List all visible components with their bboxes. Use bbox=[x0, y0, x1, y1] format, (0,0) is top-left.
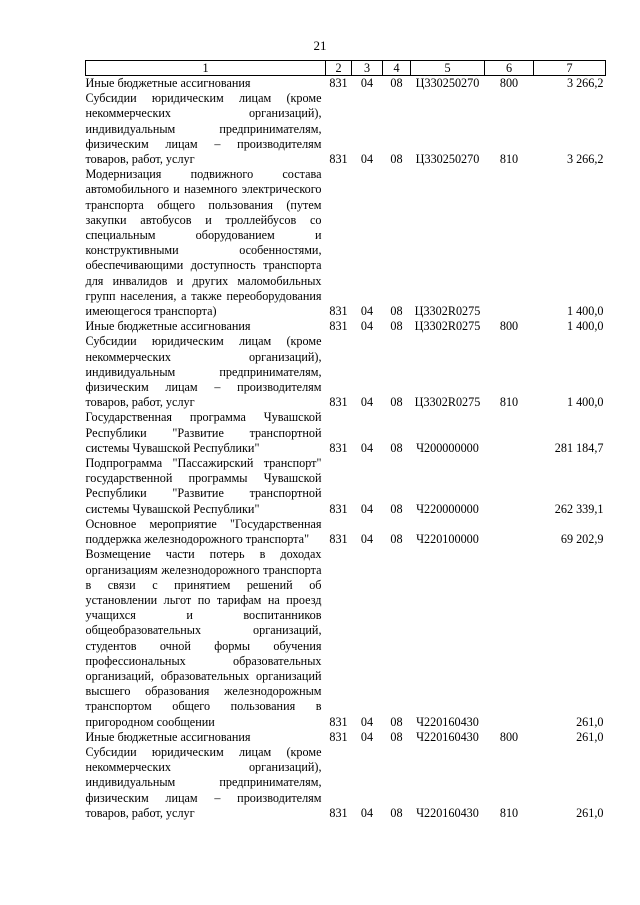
section-code: 04 bbox=[360, 532, 374, 547]
column-header: 5 bbox=[411, 61, 485, 76]
table-row bbox=[86, 730, 606, 745]
table-row bbox=[86, 76, 606, 92]
amount: 3 266,2 bbox=[566, 152, 604, 167]
ministry-code: 831 bbox=[329, 395, 348, 410]
amount: 69 202,9 bbox=[560, 532, 604, 547]
subsection-code: 08 bbox=[390, 805, 403, 820]
target-article-code: Ч220160430 bbox=[416, 714, 479, 729]
amount: 1 400,0 bbox=[566, 395, 604, 410]
section-code: 04 bbox=[360, 319, 374, 334]
target-article-code: Ц3302R0275 bbox=[414, 395, 481, 410]
amount: 3 266,2 bbox=[566, 76, 604, 90]
subsection-code: 08 bbox=[390, 714, 403, 729]
table-row bbox=[86, 456, 606, 517]
expense-type-code: 800 bbox=[499, 319, 519, 334]
column-header: 7 bbox=[534, 61, 606, 76]
table-row bbox=[86, 410, 606, 456]
target-article-code: Ч220000000 bbox=[416, 501, 479, 516]
expense-type-code bbox=[485, 517, 534, 547]
target-article-code: Ч200000000 bbox=[416, 440, 479, 455]
expense-type-code bbox=[485, 167, 534, 319]
row-name: Государственная программа Чувашской Республики "Развитие транспортной системы Чувашской Республики" bbox=[85, 410, 322, 455]
column-header: 2 bbox=[326, 61, 352, 76]
subsection-code: 08 bbox=[390, 501, 403, 516]
section-code: 04 bbox=[360, 76, 374, 90]
expense-type-code bbox=[485, 410, 534, 456]
table-row bbox=[86, 167, 606, 319]
row-name: Иные бюджетные ассигнования bbox=[85, 319, 251, 334]
expense-type-code: 800 bbox=[499, 76, 519, 90]
section-code: 04 bbox=[360, 152, 374, 167]
amount: 261,0 bbox=[576, 714, 604, 729]
amount: 261,0 bbox=[576, 805, 604, 820]
amount: 281 184,7 bbox=[554, 440, 604, 455]
amount: 261,0 bbox=[576, 729, 604, 744]
column-header: 3 bbox=[352, 61, 383, 76]
table-row bbox=[86, 745, 606, 821]
row-name: Субсидии юридическим лицам (кроме некоммерческих организаций), индивидуальным предпринимателям, физическим лицам – производителям товаров, работ, услуг bbox=[85, 744, 322, 820]
section-code: 04 bbox=[360, 714, 374, 729]
table-row bbox=[86, 319, 606, 334]
ministry-code: 831 bbox=[329, 714, 348, 729]
ministry-code: 831 bbox=[329, 805, 348, 820]
target-article-code: Ц330250270 bbox=[415, 76, 480, 90]
section-code: 04 bbox=[360, 304, 374, 319]
subsection-code: 08 bbox=[390, 152, 403, 167]
expense-type-code bbox=[485, 547, 534, 729]
ministry-code: 831 bbox=[329, 304, 348, 319]
section-code: 04 bbox=[360, 501, 374, 516]
ministry-code: 831 bbox=[329, 440, 348, 455]
expense-type-code: 810 bbox=[499, 805, 519, 820]
section-code: 04 bbox=[360, 805, 374, 820]
ministry-code: 831 bbox=[329, 319, 348, 334]
ministry-code: 831 bbox=[329, 152, 348, 167]
table-row bbox=[86, 334, 606, 410]
section-code: 04 bbox=[360, 395, 374, 410]
ministry-code: 831 bbox=[329, 729, 348, 744]
target-article-code: Ч220160430 bbox=[416, 729, 479, 744]
target-article-code: Ц330250270 bbox=[415, 152, 480, 167]
budget-table bbox=[85, 60, 606, 821]
ministry-code: 831 bbox=[329, 76, 348, 90]
ministry-code: 831 bbox=[329, 501, 348, 516]
subsection-code: 08 bbox=[390, 395, 403, 410]
subsection-code: 08 bbox=[390, 532, 403, 547]
section-code: 04 bbox=[360, 440, 374, 455]
target-article-code: Ч220100000 bbox=[416, 532, 479, 547]
target-article-code: Ч220160430 bbox=[416, 805, 479, 820]
subsection-code: 08 bbox=[390, 319, 403, 334]
column-header: 1 bbox=[86, 61, 326, 76]
subsection-code: 08 bbox=[390, 440, 403, 455]
expense-type-code: 810 bbox=[499, 395, 519, 410]
page-number: 21 bbox=[313, 38, 327, 53]
table-row bbox=[86, 91, 606, 167]
target-article-code: Ц3302R0275 bbox=[414, 304, 481, 319]
amount: 1 400,0 bbox=[566, 319, 604, 334]
expense-type-code bbox=[485, 456, 534, 517]
subsection-code: 08 bbox=[390, 729, 403, 744]
subsection-code: 08 bbox=[390, 304, 403, 319]
row-name: Иные бюджетные ассигнования bbox=[85, 76, 251, 90]
row-name: Основное мероприятие "Государственная поддержка железнодорожного транспорта" bbox=[85, 516, 322, 547]
section-code: 04 bbox=[360, 729, 374, 744]
row-name: Субсидии юридическим лицам (кроме некоммерческих организаций), индивидуальным предпринимателям, физическим лицам – производителям товаров, работ, услуг bbox=[85, 91, 322, 167]
amount: 262 339,1 bbox=[554, 501, 604, 516]
ministry-code: 831 bbox=[329, 532, 348, 547]
row-name: Подпрограмма "Пассажирский транспорт" государственной программы Чувашской Республики "Развитие транспортной системы Чувашской Республики" bbox=[85, 456, 322, 516]
amount: 1 400,0 bbox=[566, 304, 604, 319]
column-header: 4 bbox=[383, 61, 411, 76]
subsection-code: 08 bbox=[390, 76, 403, 90]
row-name: Субсидии юридическим лицам (кроме некоммерческих организаций), индивидуальным предпринимателям, физическим лицам – производителям товаров, работ, услуг bbox=[85, 334, 322, 410]
table-row bbox=[86, 547, 606, 729]
column-header: 6 bbox=[485, 61, 534, 76]
header-row bbox=[86, 61, 606, 76]
expense-type-code: 800 bbox=[499, 729, 519, 744]
expense-type-code: 810 bbox=[499, 152, 519, 167]
row-name: Иные бюджетные ассигнования bbox=[85, 729, 251, 744]
row-name: Возмещение части потерь в доходах организациям железнодорожного транспорта в связи с принятием решений об установлении льгот по тарифам на проезд учащихся и воспитанников общеобразовательных организаций, студентов очной формы обучения профессиональных образовательных организаций, образовательных организаций высшего образования железнодорожным транспортом общего пользования в пригородном сообщении bbox=[85, 547, 322, 729]
table-row bbox=[86, 517, 606, 547]
row-name: Модернизация подвижного состава автомобильного и наземного электрического транспорта общего пользования (путем закупки автобусов и троллейбусов со специальным оборудованием и конструктивными особенностями, обеспечивающими доступность транспорта для инвалидов и других маломобильных групп населения, а также переоборудования имеющегося транспорта) bbox=[85, 167, 322, 319]
target-article-code: Ц3302R0275 bbox=[414, 319, 481, 334]
